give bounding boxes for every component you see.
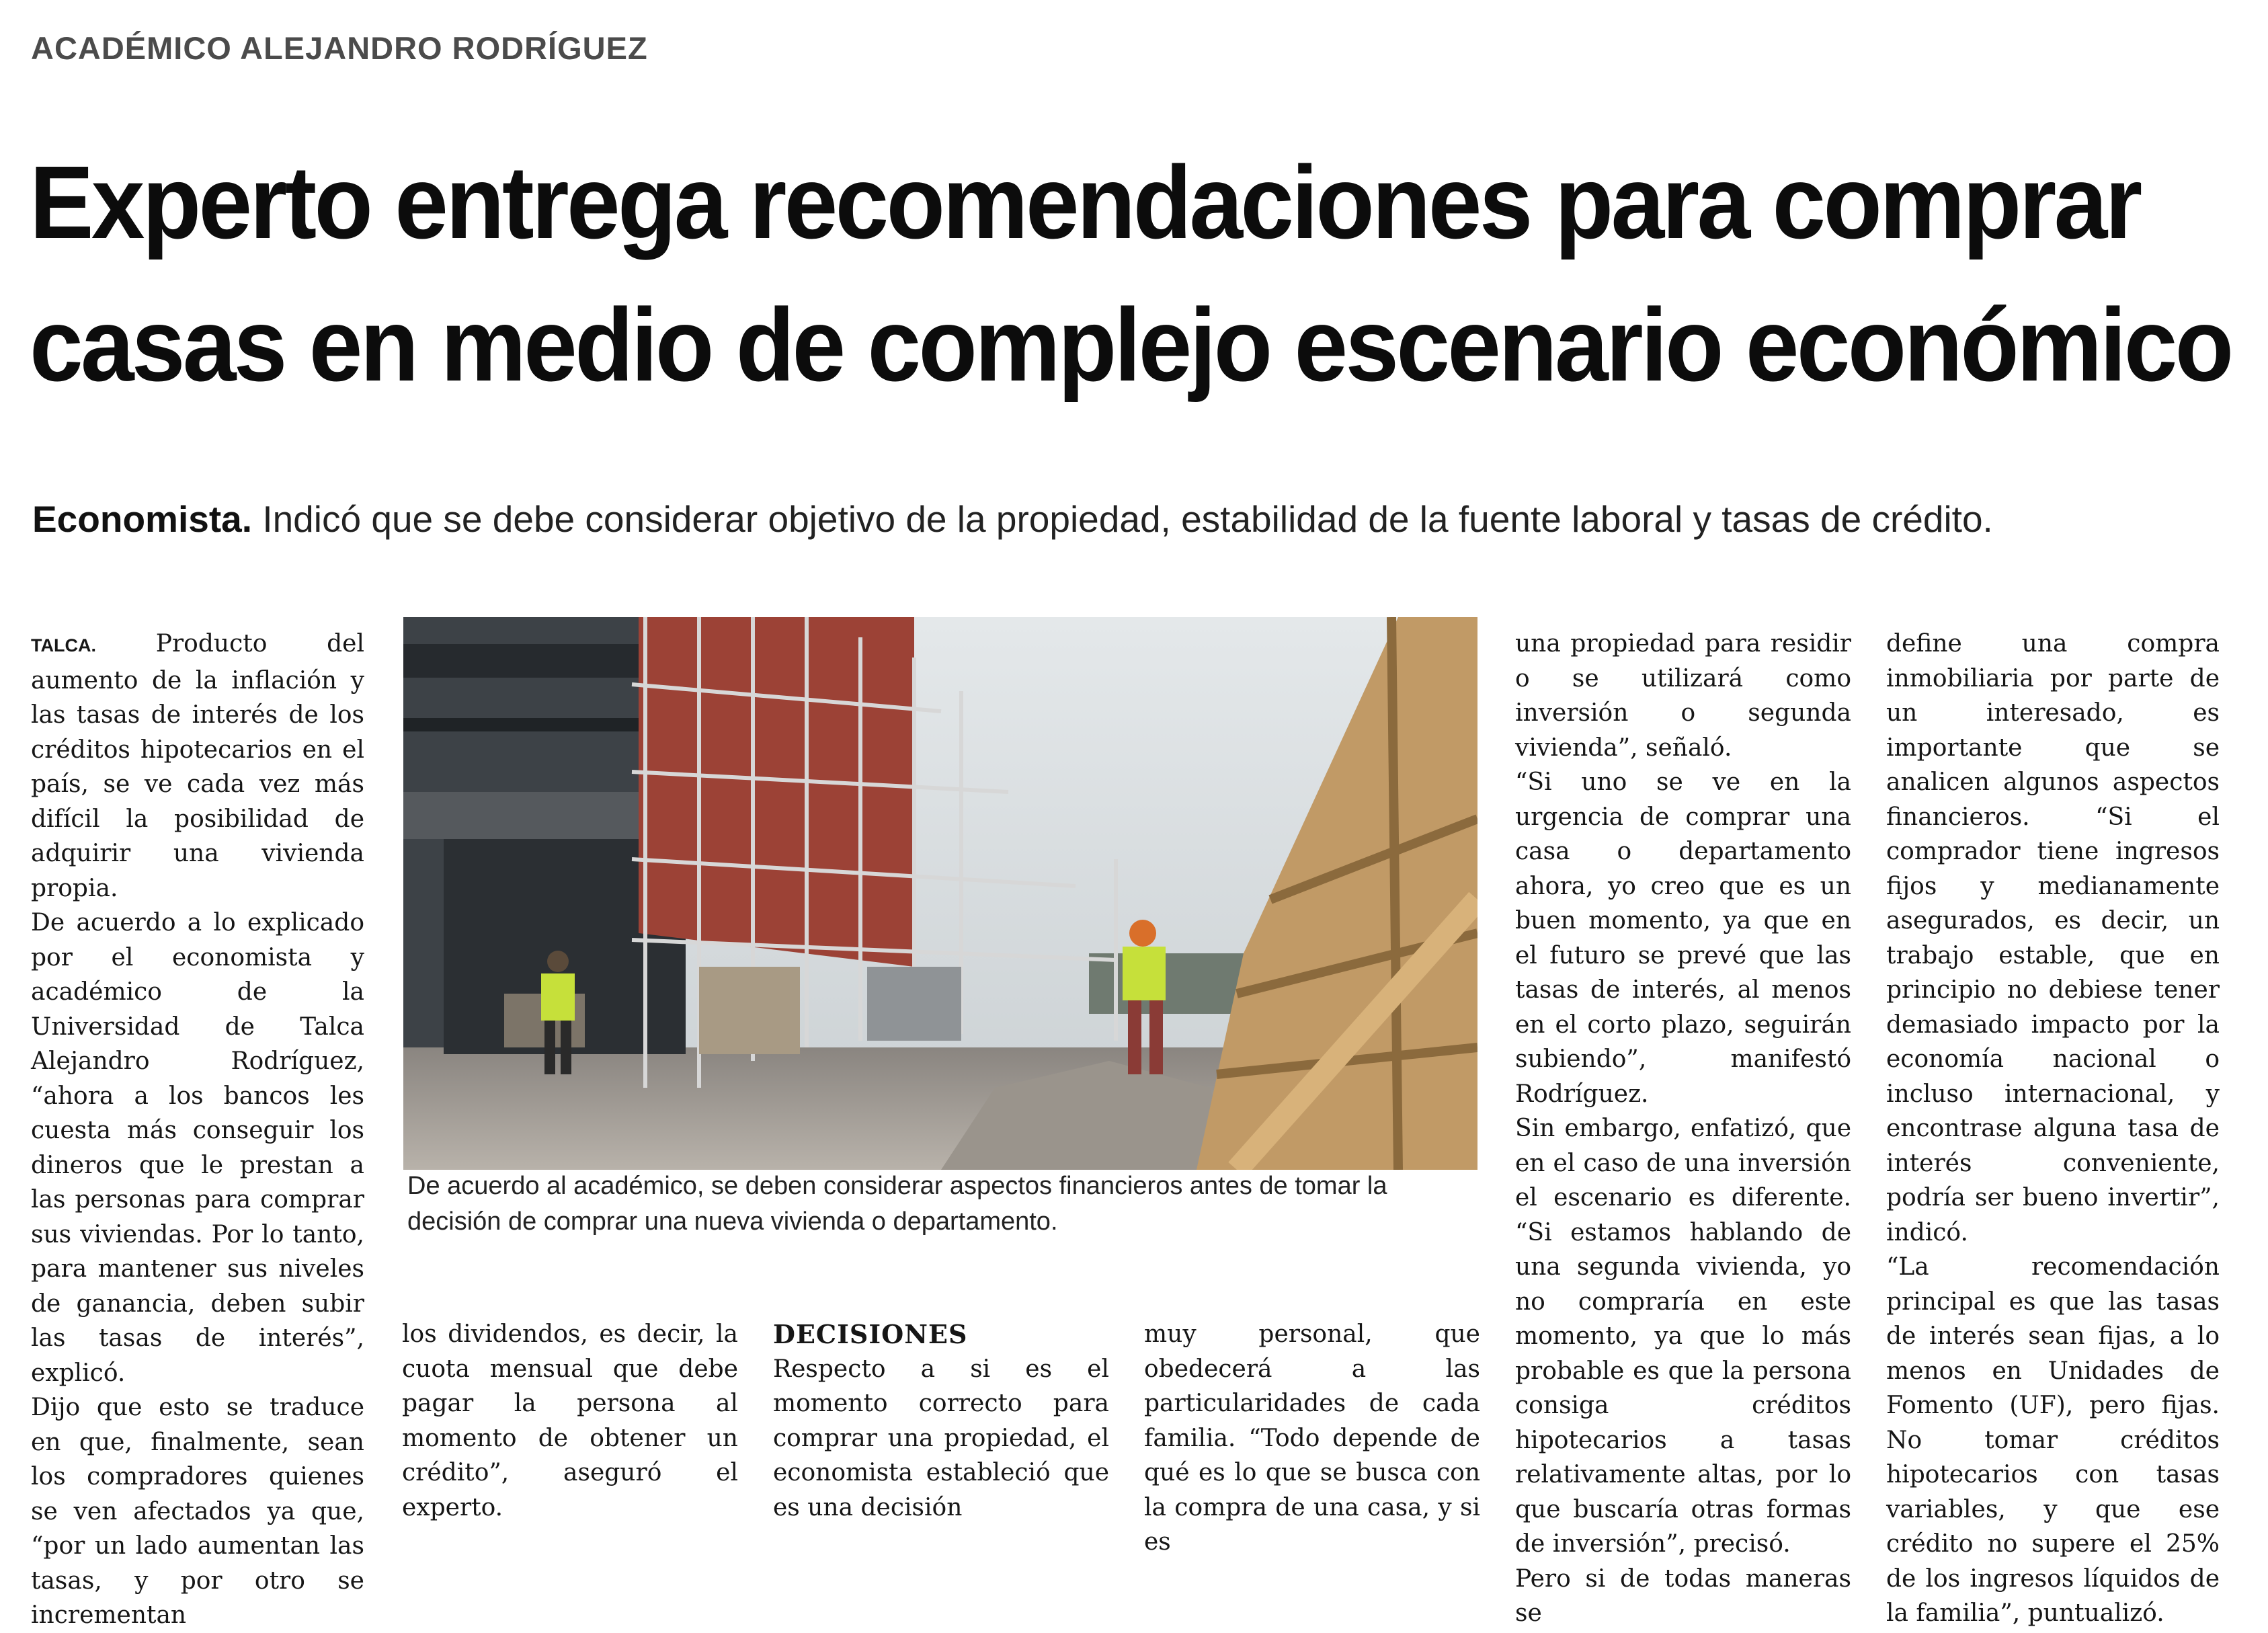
headline-line-1: Experto entrega recomendaciones para comprar bbox=[30, 145, 2140, 260]
headline-line-2: casas en medio de complejo escenario económico bbox=[30, 287, 2232, 403]
article-column-2 bbox=[402, 1317, 738, 1525]
paragraph: “La recomendación principal es que las tasas de interés sean fijas, a lo menos en Unidades de Fomento (UF), pero fijas. No tomar créditos hipotecarios con tasas variables, y que ese crédito no supere el 25% de los ingresos líquidos de la familia”, puntualizó. bbox=[1886, 1253, 2220, 1627]
article-column-3 bbox=[773, 1317, 1109, 1525]
article-column-1 bbox=[31, 627, 364, 1633]
paragraph: define una compra inmobiliaria por parte de un interesado, es importante que se analicen algunos aspectos financieros. “Si el comprador tiene ingresos fijos y medianamente asegurados, es decir, un trabajo estable, que en principio no debiese tener demasiado impacto por la economía nacional o incluso internacional, y encontrase alguna tasa de interés conveniente, podría ser bueno invertir”, indicó. bbox=[1886, 630, 2220, 1246]
paragraph: muy personal, que obedecerá a las particularidades de cada familia. “Todo depende de qué es lo que se busca con la compra de una casa, y si es bbox=[1144, 1320, 1480, 1556]
paragraph: una propiedad para residir o se utilizará como inversión o segunda vivienda”, señaló. bbox=[1515, 630, 1851, 762]
byline: ACADÉMICO ALEJANDRO RODRÍGUEZ bbox=[31, 30, 648, 66]
paragraph: Dijo que esto se traduce en que, finalmente, sean los compradores quienes se ven afectados ya que, “por un lado aumentan las tasas, y por otro se incrementan bbox=[31, 1394, 364, 1629]
paragraph: Pero si de todas maneras se bbox=[1515, 1564, 1851, 1627]
paragraph: Respecto a si es el momento correcto para comprar una propiedad, el economista estableció que es una decisión bbox=[773, 1355, 1109, 1521]
section-heading: DECISIONES bbox=[773, 1319, 968, 1349]
construction-scene-image bbox=[403, 617, 1477, 1170]
paragraph: los dividendos, es decir, la cuota mensual que debe pagar la persona al momento de obtener un crédito”, aseguró el experto. bbox=[402, 1320, 738, 1521]
article-column-4 bbox=[1144, 1317, 1480, 1560]
paragraph: Sin embargo, enfatizó, que en el caso de una inversión el escenario es diferente. “Si estamos hablando de una segunda vivienda, yo no compraría en este momento, ya que lo más probable es que la persona consiga créditos hipotecarios a tasas relativamente altas, por lo que buscaría otras formas de inversión”, precisó. bbox=[1515, 1115, 1851, 1558]
paragraph: “Si uno se ve en la urgencia de comprar una casa o departamento ahora, yo creo que es un buen momento, ya que en el futuro se prevé que las tasas de interés, al menos en el corto plazo, seguirán subiendo”, manifestó Rodríguez. bbox=[1515, 768, 1851, 1108]
headline bbox=[30, 131, 2232, 416]
photo-caption: De acuerdo al académico, se deben considerar aspectos financieros antes de tomar la decisión de comprar una nueva vivienda o departamento. bbox=[407, 1172, 1387, 1236]
article-column-6 bbox=[1886, 627, 2220, 1631]
construction-photo bbox=[403, 617, 1477, 1170]
deck-lead: Economista. bbox=[32, 498, 253, 540]
dateline: TALCA. bbox=[31, 635, 96, 655]
deck-text: Indicó que se debe considerar objetivo de la propiedad, estabilidad de la fuente laboral y tasas de crédito. bbox=[262, 498, 1993, 540]
article-column-5 bbox=[1515, 627, 1851, 1631]
paragraph: TALCA. Producto del aumento de la inflación y las tasas de interés de los créditos hipotecarios en el país, se ve cada vez más difícil la posibilidad de adquirir una vivienda propia. bbox=[31, 630, 364, 902]
paragraph: De acuerdo a lo explicado por el economista y académico de la Universidad de Talca Alejandro Rodríguez, “ahora a los bancos les cuesta más conseguir los dineros que le prestan a las personas para comprar sus viviendas. Por lo tanto, para mantener sus niveles de ganancia, deben subir las tasas de interés”, explicó. bbox=[31, 909, 364, 1387]
deck bbox=[32, 497, 1993, 541]
